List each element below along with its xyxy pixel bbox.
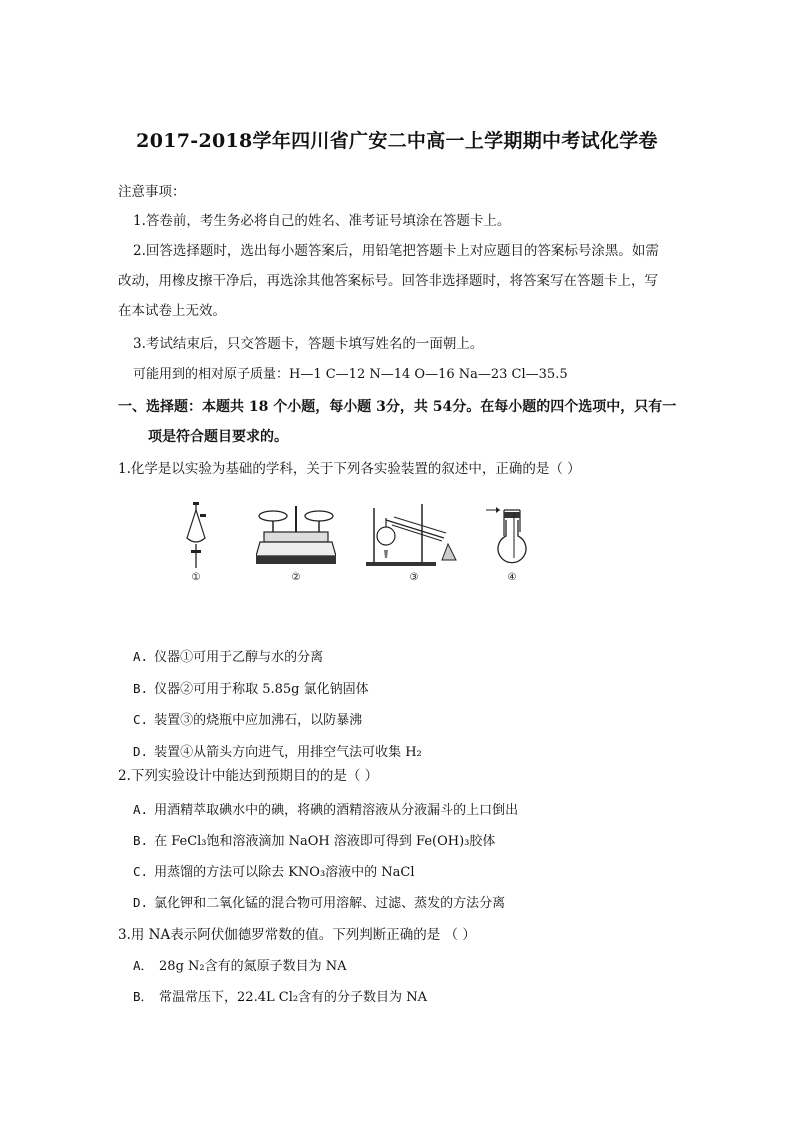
q2-option-a-text: 用酒精萃取碘水中的碘，将碘的酒精溶液从分液漏斗的上口倒出 <box>154 803 519 818</box>
q1-option-a <box>133 648 323 667</box>
notice-item-3: 3.考试结束后，只交答题卡，答题卡填写姓名的一面朝上。 <box>133 336 484 352</box>
section-heading-line-1: 一、选择题：本题共 18 个小题，每小题 3分，共 54分。在每小题的四个选项中，只有一 <box>118 399 677 415</box>
atomic-mass-line: 可能用到的相对原子质量：H—1 C—12 N—14 O—16 Na—23 Cl—35.5 <box>133 367 568 382</box>
q1-option-d-key: D. <box>133 744 149 759</box>
q2-option-d-key: D. <box>133 895 149 910</box>
page-title: 2017-2018学年四川省广安二中高一上学期期中考试化学卷 <box>136 130 658 152</box>
q1-option-c <box>133 711 362 730</box>
q2-option-a-key: A. <box>133 802 149 817</box>
q1-option-d-text: 装置④从箭头方向进气，用排空气法可收集 H₂ <box>154 745 422 760</box>
figure-label-1: ① <box>191 572 201 583</box>
q3-option-a <box>133 957 347 976</box>
balance-figure <box>256 502 336 568</box>
q3-option-b <box>133 988 427 1007</box>
q3-option-b-key: B． <box>133 989 154 1004</box>
q2-option-b-key: B. <box>133 833 149 848</box>
gas-collection-flask-figure <box>486 502 536 568</box>
q1-option-a-text: 仪器①可用于乙醇与水的分离 <box>154 650 324 665</box>
q2-option-a <box>133 801 518 820</box>
separatory-funnel-figure <box>182 502 212 570</box>
question-1-stem: 1.化学是以实验为基础的学科，关于下列各实验装置的叙述中，正确的是（ ） <box>118 461 581 477</box>
q1-option-c-key: C. <box>133 712 149 727</box>
apparatus-figures <box>168 502 538 582</box>
notice-item-2-line-3: 在本试卷上无效。 <box>118 303 226 319</box>
q2-option-c <box>133 863 415 882</box>
q2-option-d-text: 氯化钾和二氧化锰的混合物可用溶解、过滤、蒸发的方法分离 <box>154 896 506 911</box>
question-3-stem: 3.用 NA表示阿伏伽德罗常数的值。下列判断正确的是 （ ） <box>118 927 476 943</box>
q1-option-b-text: 仪器②可用于称取 5.85g 氯化钠固体 <box>154 682 369 697</box>
q1-option-d <box>133 743 422 762</box>
q2-option-c-key: C. <box>133 864 149 879</box>
notice-item-1: 1.答卷前，考生务必将自己的姓名、准考证号填涂在答题卡上。 <box>133 213 511 229</box>
q3-option-a-key: A． <box>133 958 154 973</box>
notice-item-2-line-1: 2.回答选择题时，选出每小题答案后，用铅笔把答题卡上对应题目的答案标号涂黑。如需 <box>133 243 659 259</box>
distillation-apparatus-figure <box>364 502 464 568</box>
q3-option-b-text: 常温常压下，22.4L Cl₂含有的分子数目为 NA <box>159 990 427 1005</box>
q1-option-c-text: 装置③的烧瓶中应加沸石，以防暴沸 <box>154 713 363 728</box>
q1-option-b <box>133 680 369 699</box>
figure-label-2: ② <box>291 572 301 583</box>
notice-item-2-line-2: 改动，用橡皮擦干净后，再选涂其他答案标号。回答非选择题时，将答案写在答题卡上，写 <box>118 273 658 289</box>
q1-option-a-key: A. <box>133 649 149 664</box>
section-heading-line-2: 项是符合题目要求的。 <box>148 429 288 445</box>
q2-option-b <box>133 832 495 851</box>
question-2-stem: 2.下列实验设计中能达到预期目的的是（ ） <box>118 768 379 784</box>
q2-option-d <box>133 894 505 913</box>
q2-option-c-text: 用蒸馏的方法可以除去 KNO₃溶液中的 NaCl <box>154 865 415 880</box>
notice-heading: 注意事项： <box>118 184 186 200</box>
q3-option-a-text: 28g N₂含有的氮原子数目为 NA <box>159 959 347 974</box>
figure-label-3: ③ <box>409 572 419 583</box>
figure-label-4: ④ <box>507 572 517 583</box>
q2-option-b-text: 在 FeCl₃饱和溶液滴加 NaOH 溶液即可得到 Fe(OH)₃胶体 <box>154 834 496 849</box>
q1-option-b-key: B. <box>133 681 149 696</box>
